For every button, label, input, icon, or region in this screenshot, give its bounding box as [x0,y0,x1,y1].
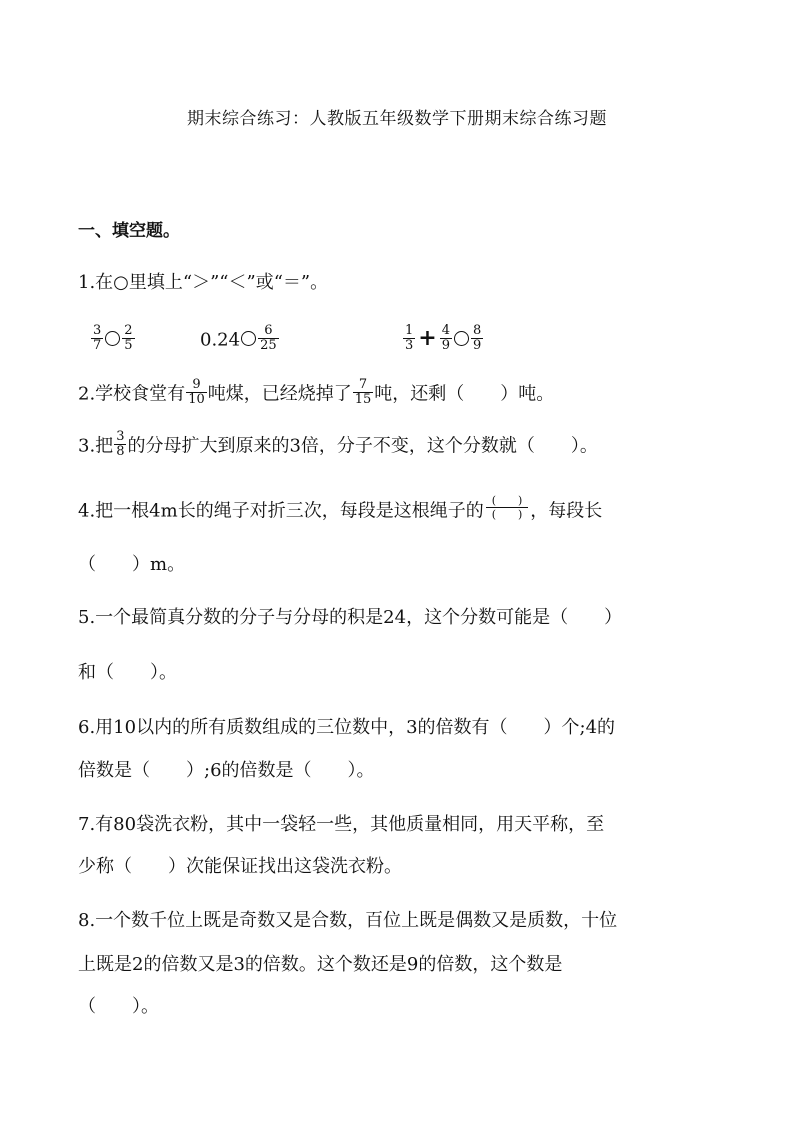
question-6-line-1: 6.用10以内的所有质数组成的三位数中，3的倍数有（ ）个;4的 [78,717,616,738]
answer-circle[interactable] [105,331,120,346]
question-4-line-1: 4.把一根4m长的绳子对折三次，每段是这根绳子的 $\frac{( )}{( )}$ ，每段长 [78,494,603,522]
question-6-line-2: 倍数是（ ）;6的倍数是（ ）。 [78,760,375,781]
q1-item-b: 0.24 $\frac{6}{25}$ [200,323,277,353]
question-5-line-1: 5.一个最简真分数的分子与分母的积是24，这个分数可能是（ ） [78,607,623,628]
blank-fraction[interactable]: $\frac{( )}{( )}$ [486,494,529,521]
question-1: 1.在○里填上“＞”“＜”或“＝”。 [78,272,329,293]
fraction: $\frac{9}{10}$ [188,377,205,407]
question-2: 2.学校食堂有 $\frac{9}{10}$ 吨煤，已经烧掉了 $\frac{7}{15}$ 吨，还剩（ ）吨。 [78,377,555,407]
fraction: $\frac{3}{7}$ [93,323,102,353]
question-8-line-1: 8.一个数千位上既是奇数又是合数，百位上既是偶数又是质数，十位 [78,910,618,931]
page-title: 期末综合练习：人教版五年级数学下册期末综合练习题 [187,109,607,129]
fraction: $\frac{6}{25}$ [260,323,277,353]
q1-item-a [90,323,136,355]
question-5-line-2: 和（ ）。 [78,662,177,683]
plus-sign: + [418,324,437,351]
fraction: $\frac{1}{3}$ [405,323,414,353]
answer-circle[interactable] [454,331,469,346]
question-3: 3.把 $\frac{3}{8}$ 的分母扩大到原来的3倍，分子不变，这个分数就（ ）。 [78,429,598,459]
question-4-line-2: （ ）m。 [78,554,186,575]
fraction: $\frac{4}{9}$ [441,323,450,353]
fraction: $\frac{3}{8}$ [116,429,125,459]
q1-item-c [402,323,484,355]
question-7-line-2: 少称（ ）次能保证找出这袋洗衣粉。 [78,856,402,877]
question-8-line-3: （ ）。 [78,996,159,1017]
question-7-line-1: 7.有80袋洗衣粉，其中一袋轻一些，其他质量相同，用天平称，至 [78,814,605,835]
fraction: $\frac{2}{5}$ [124,323,133,353]
fraction: $\frac{8}{9}$ [473,323,482,353]
section-heading: 一、填空题。 [78,221,180,241]
question-8-line-2: 上既是2的倍数又是3的倍数。这个数还是9的倍数，这个数是 [78,954,563,975]
answer-circle[interactable] [241,331,256,346]
fraction: $\frac{7}{15}$ [354,377,372,407]
